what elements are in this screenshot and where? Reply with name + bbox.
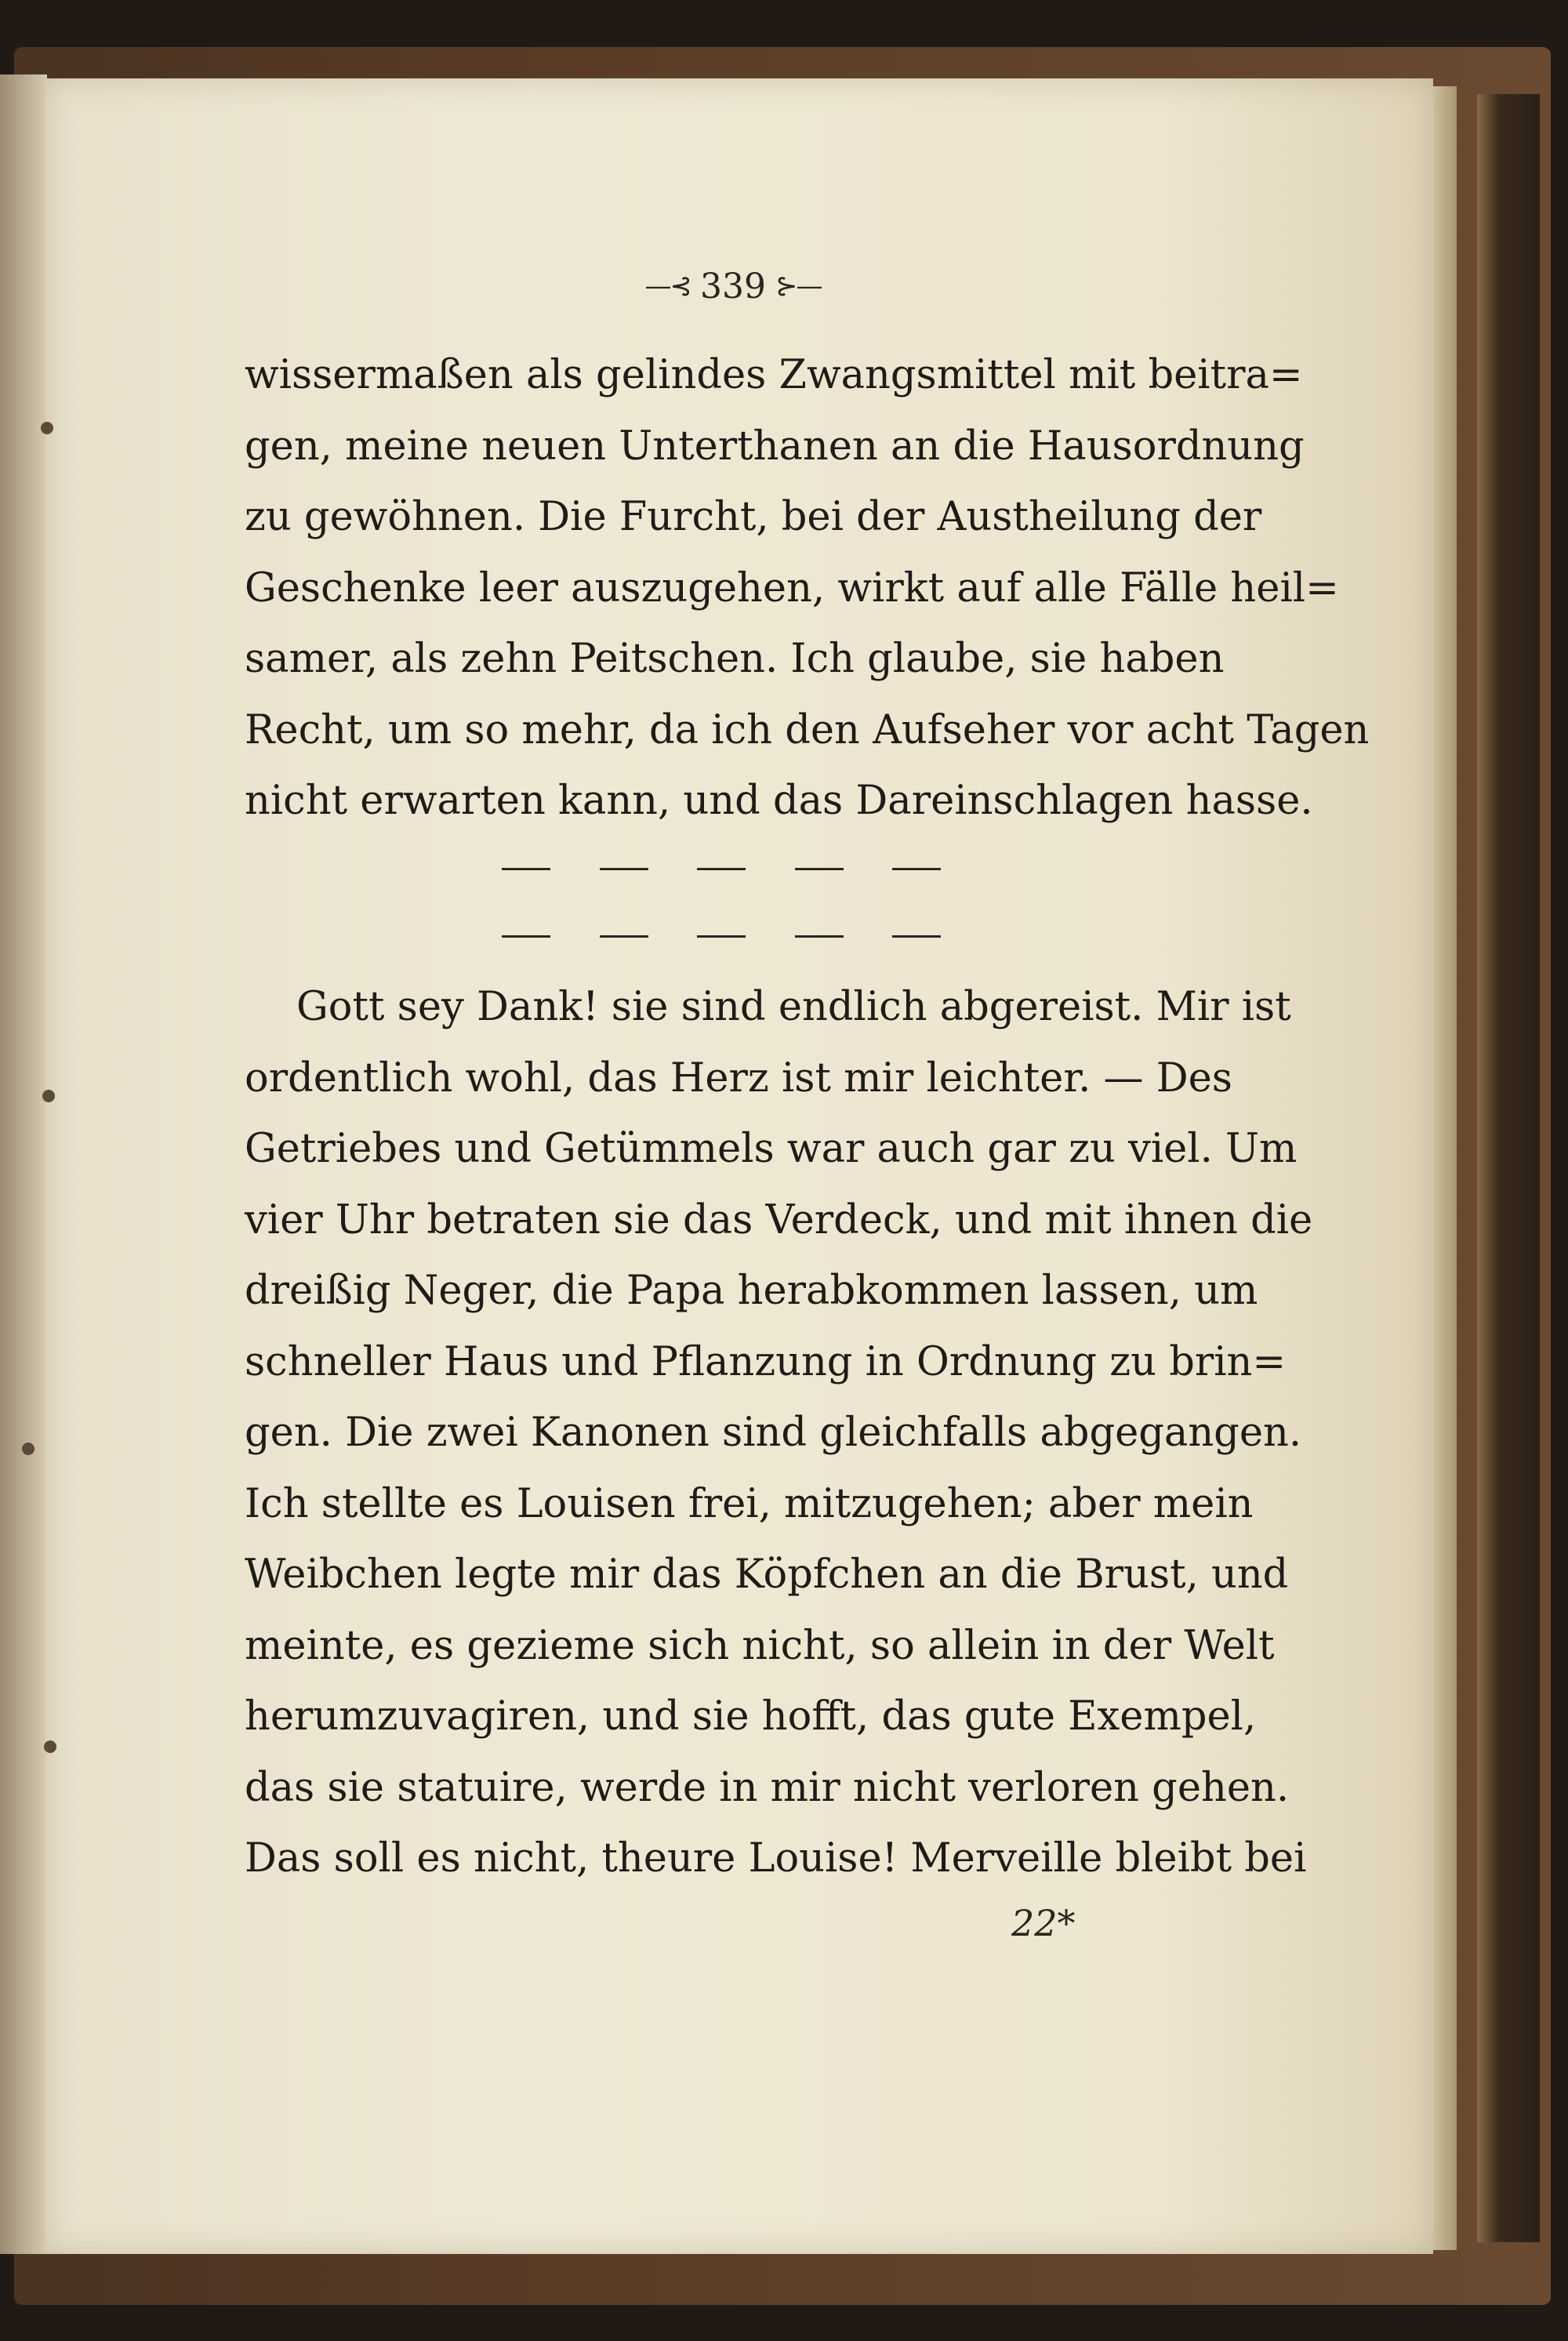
binding-hole [41, 422, 53, 434]
text-line: Getriebes und Getümmels war auch gar zu viel. Um [245, 1126, 1298, 1172]
divider-dash [697, 935, 746, 938]
text-line: Weibchen legte mir das Köpfchen an die Brust, und [245, 1552, 1289, 1598]
facing-page-edge [0, 74, 47, 2254]
divider-dash [600, 935, 648, 938]
divider-dash [502, 868, 550, 870]
text-line: gen, meine neuen Unterthanen an die Hausordnung [245, 423, 1305, 470]
text-line: Geschenke leer auszugehen, wirkt auf alle Fälle heil= [245, 564, 1339, 612]
divider-dash [697, 868, 746, 870]
section-divider [502, 868, 941, 871]
divider-dash [892, 868, 941, 870]
divider-dash [502, 935, 550, 938]
page-edge [1433, 86, 1457, 2250]
text-line: nicht erwarten kann, und das Dareinschlagen hasse. [245, 778, 1313, 824]
text-line: meinte, es gezieme sich nicht, so allein in der Welt [245, 1622, 1275, 1669]
text-line: Gott sey Dank! sie sind endlich abgereist. Mir ist [296, 984, 1291, 1030]
page-header [619, 263, 847, 310]
binding-hole [22, 1443, 34, 1455]
binding-hole [44, 1740, 56, 1753]
divider-dash [892, 935, 941, 938]
text-line: ordentlich wohl, das Herz ist mir leichter. — Des [245, 1054, 1232, 1102]
paragraph-1 [245, 340, 1370, 837]
divider-dash [600, 868, 648, 870]
text-line: vier Uhr betraten sie das Verdeck, und mit ihnen die [245, 1196, 1313, 1243]
divider-dash [795, 868, 844, 870]
signature-mark: 22* [1011, 1902, 1076, 1944]
paragraph-2 [245, 972, 1313, 1895]
divider-dash [795, 935, 844, 938]
text-line: dreißig Neger, die Papa herabkommen lassen, um [245, 1268, 1258, 1314]
header-ornament-left: —⊰ [644, 270, 691, 302]
page-number: 339 [700, 266, 766, 307]
section-divider [502, 935, 941, 938]
text-line: das sie statuire, werde in mir nicht verloren gehen. [245, 1764, 1290, 1811]
text-line: Das soll es nicht, theure Louise! Merveille bleibt bei [245, 1835, 1307, 1882]
book-spine-edge [1477, 94, 1540, 2242]
text-line: Recht, um so mehr, da ich den Aufseher vor acht Tagen [245, 706, 1370, 753]
text-line: wissermaßen als gelindes Zwangsmittel mit beitra= [245, 352, 1303, 398]
text-line: Ich stellte es Louisen frei, mitzugehen; aber mein [245, 1480, 1254, 1527]
header-ornament-right: ⊱— [775, 270, 822, 302]
binding-hole [42, 1090, 55, 1102]
text-line: samer, als zehn Peitschen. Ich glaube, sie haben [245, 636, 1225, 682]
text-line: schneller Haus und Pflanzung in Ordnung zu brin= [245, 1338, 1287, 1385]
text-line: zu gewöhnen. Die Furcht, bei der Austheilung der [245, 494, 1262, 540]
text-line: herumzuvagiren, und sie hofft, das gute Exempel, [245, 1693, 1257, 1740]
text-line: gen. Die zwei Kanonen sind gleichfalls abgegangen. [245, 1410, 1302, 1456]
